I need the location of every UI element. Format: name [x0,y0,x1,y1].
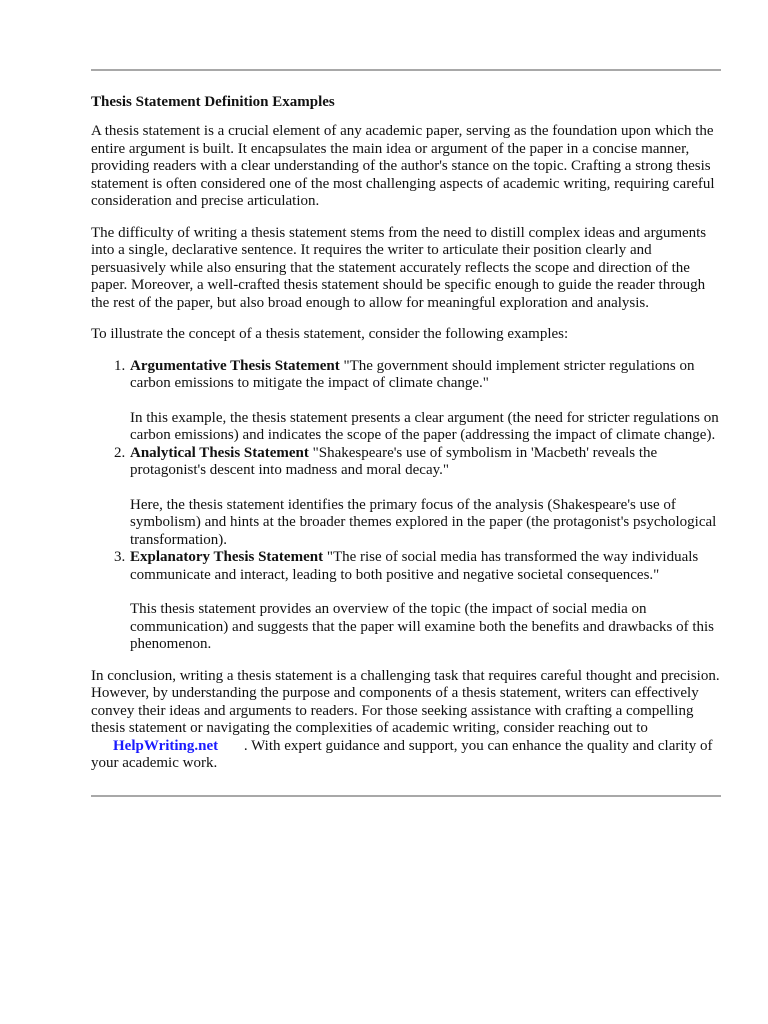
example-quote: "The government should implement stricter regulations on carbon emissions to mitigate the impact of climate change." [130,357,695,391]
example-statement [130,445,721,480]
bottom-divider [91,795,721,797]
document-page [91,69,721,797]
example-statement [130,358,721,393]
conclusion-paragraph [91,668,721,773]
example-explanation: In this example, the thesis statement presents a clear argument (the need for stricter regulations on carbon emissions) and indicates the scope of the paper (addressing the impact of climate change). [130,409,719,443]
document-title: Thesis Statement Definition Examples [91,94,335,110]
top-divider [91,69,721,71]
intro-paragraph-2: The difficulty of writing a thesis statement stems from the need to distill complex ideas and arguments into a single, declarative sentence. It requires the writer to articulate their position clearly and persuasively while also ensuring that the statement accurately reflects the scope and direction of the paper. Moreover, a well-crafted thesis statement should be specific enough to guide the reader through the rest of the paper, but also broad enough to allow for meaningful exploration and analysis. [91,224,707,311]
conclusion-text-end: . With expert guidance and support, you can enhance the quality and clarity of your academic work. [91,737,713,771]
example-label: Argumentative Thesis Statement [130,357,340,374]
example-explanation: This thesis statement provides an overview of the topic (the impact of social media on communication) and suggests that the paper will examine both the benefits and drawbacks of this phenomenon. [130,601,715,652]
example-quote: "Shakespeare's use of symbolism in 'Macbeth' reveals the protagonist's descent into madness and moral decay." [130,444,658,478]
list-item [129,549,721,654]
example-explanation: Here, the thesis statement identifies the primary focus of the analysis (Shakespeare's use of symbolism) and hints at the broader themes explored in the paper (the protagonist's psychological transformation). [130,496,717,548]
example-statement [130,549,721,584]
intro-paragraph-1: A thesis statement is a crucial element of any academic paper, serving as the foundation upon which the entire argument is built. It encapsulates the main idea or argument of the paper in a concise manner, providing readers with a clear understanding of the author's stance on the topic. Crafting a strong thesis statement is often considered one of the most challenging aspects of academic writing, requiring careful consideration and precise articulation. [91,123,715,209]
example-label: Explanatory Thesis Statement [130,549,324,565]
intro-paragraph-3: To illustrate the concept of a thesis statement, consider the following examples: [91,326,569,342]
list-item [129,445,721,550]
helpwriting-link[interactable]: HelpWriting.net [113,737,219,754]
conclusion-text: In conclusion, writing a thesis statement is a challenging task that requires careful thought and precision. However, by understanding the purpose and components of a thesis statement, writers can effectively convey their ideas and arguments to readers. For those seeking assistance with crafting a compelling thesis statement or navigating the complexities of academic writing, consider reaching out to [91,667,720,736]
example-label: Analytical Thesis Statement [130,444,309,461]
list-item [129,358,721,445]
examples-list [91,358,721,654]
example-quote: "The rise of social media has transformed the way individuals communicate and interact, leading to both positive and negative societal consequences." [130,549,699,583]
